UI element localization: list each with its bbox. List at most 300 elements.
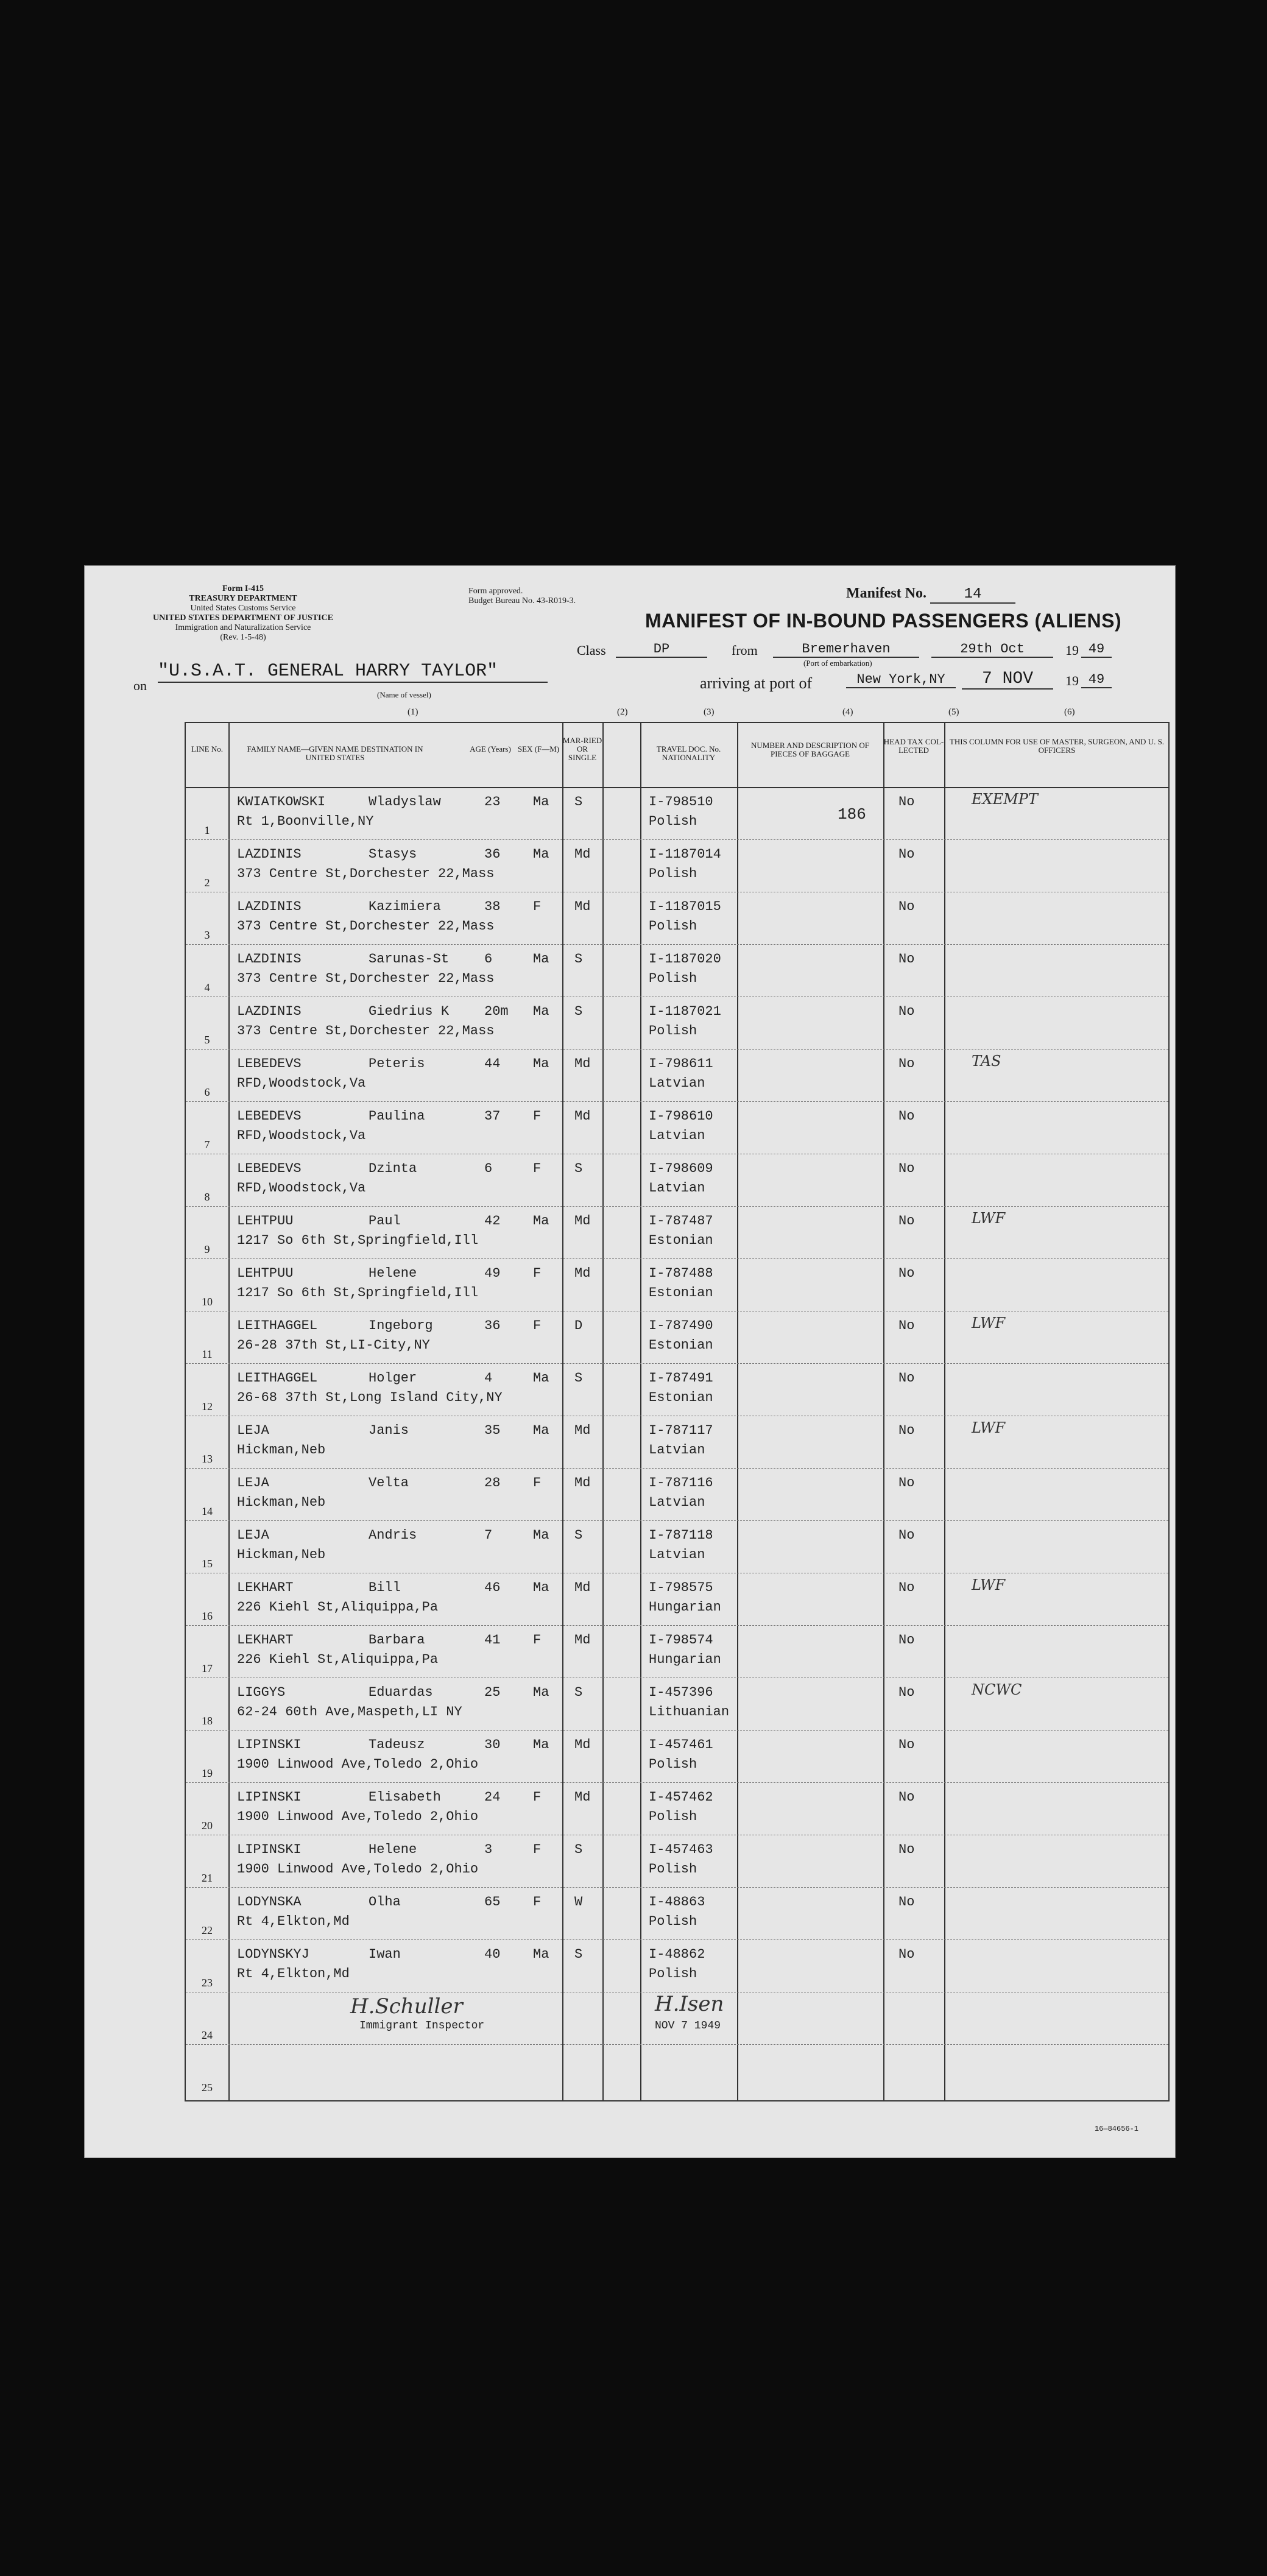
sex: Ma: [533, 1423, 549, 1438]
page-title: MANIFEST OF IN-BOUND PASSENGERS (ALIENS): [645, 610, 1122, 632]
nationality: Polish: [649, 919, 697, 934]
table-row: [186, 997, 1168, 1050]
travel-doc-no: I-48863: [649, 1894, 705, 1910]
sex: Ma: [533, 1213, 549, 1229]
given-name: Velta: [369, 1475, 409, 1491]
family-name: LEHTPUU: [237, 1213, 294, 1229]
age: 42: [484, 1213, 501, 1229]
line-number: 1: [204, 824, 210, 836]
age: 7: [484, 1528, 493, 1543]
sex: F: [533, 1109, 542, 1124]
head-tax: No: [898, 1580, 915, 1595]
destination-address: 226 Kiehl St,Aliquippa,Pa: [237, 1600, 439, 1615]
travel-doc-no: I-798574: [649, 1632, 713, 1648]
form-header-left: [133, 584, 353, 643]
age: 30: [484, 1737, 501, 1752]
head-tax: No: [898, 951, 915, 967]
th-baggage: NUMBER AND DESCRIPTION OF PIECES OF BAGGAGE: [751, 741, 869, 758]
travel-doc-no: I-787490: [649, 1318, 713, 1333]
nationality: Latvian: [649, 1442, 705, 1458]
family-name: LIGGYS: [237, 1685, 286, 1700]
class-value: DP: [616, 641, 707, 658]
line-number: 8: [204, 1191, 210, 1203]
inspection-date: NOV 7 1949: [655, 2020, 721, 2032]
justice-dept: UNITED STATES DEPARTMENT OF JUSTICE: [153, 613, 333, 623]
age: 4: [484, 1371, 493, 1386]
table-row: [186, 1206, 1168, 1259]
arriving-label: arriving at port of: [700, 674, 813, 692]
line-number: 6: [204, 1086, 210, 1098]
head-tax: No: [898, 1318, 915, 1333]
line-number: 16: [202, 1610, 213, 1622]
line-number: 12: [202, 1400, 213, 1413]
family-name: LEKHART: [237, 1580, 294, 1595]
form-number: Form I-415: [222, 584, 264, 593]
sex: F: [533, 1318, 542, 1333]
marital-status: Md: [574, 1109, 591, 1124]
line-number: 20: [202, 1819, 213, 1832]
age: 38: [484, 899, 501, 914]
th-line-no: LINE No.: [191, 744, 223, 753]
head-tax: No: [898, 1056, 915, 1071]
head-tax: No: [898, 1475, 915, 1491]
arrival-port: New York,NY: [846, 672, 956, 688]
customs-service: United States Customs Service: [190, 604, 296, 613]
head-tax: No: [898, 1423, 915, 1438]
marital-status: Md: [574, 1056, 591, 1071]
line-number: 23: [202, 1977, 213, 1989]
inspection-initials: H.Isen: [655, 1992, 724, 2016]
given-name: Ingeborg: [369, 1318, 433, 1333]
given-name: Wladyslaw: [369, 794, 441, 810]
table-row: [186, 839, 1168, 892]
travel-doc-no: I-798611: [649, 1056, 713, 1071]
head-tax: No: [898, 1894, 915, 1910]
th-travel: TRAVEL DOC. No. NATIONALITY: [656, 744, 721, 762]
departure-date: 29th Oct: [931, 641, 1053, 658]
family-name: LAZDINIS: [237, 951, 302, 967]
nationality: Hungarian: [649, 1652, 721, 1667]
officer-note: NCWC: [972, 1681, 1022, 1698]
sex: F: [533, 1266, 542, 1281]
travel-doc-no: I-787491: [649, 1371, 713, 1386]
family-name: KWIATKOWSKI: [237, 794, 326, 810]
head-tax: No: [898, 1685, 915, 1700]
sex: Ma: [533, 794, 549, 810]
manifest-number: [846, 585, 1015, 604]
baggage-count: 186: [838, 805, 866, 824]
arrival-date: 7 NOV: [962, 669, 1053, 690]
age: 3: [484, 1842, 493, 1857]
line-number: 9: [204, 1243, 210, 1255]
table-row: [186, 1520, 1168, 1573]
travel-doc-no: I-457463: [649, 1842, 713, 1857]
destination-address: 373 Centre St,Dorchester 22,Mass: [237, 1023, 495, 1039]
colnum-1: (1): [408, 707, 418, 717]
nationality: Estonian: [649, 1233, 713, 1248]
marital-status: S: [574, 1371, 583, 1386]
table-row: [186, 1835, 1168, 1888]
marital-status: Md: [574, 1266, 591, 1281]
colnum-2: (2): [617, 707, 628, 717]
nationality: Polish: [649, 866, 697, 881]
line-number: 24: [202, 2029, 213, 2041]
colnum-3: (3): [704, 707, 715, 717]
head-tax: No: [898, 1842, 915, 1857]
travel-doc-no: I-787116: [649, 1475, 713, 1491]
table-row: [186, 892, 1168, 945]
age: 6: [484, 1161, 493, 1176]
age: 36: [484, 1318, 501, 1333]
port-caption: (Port of embarkation): [803, 658, 872, 668]
family-name: LEITHAGGEL: [237, 1318, 318, 1333]
family-name: LODYNSKA: [237, 1894, 302, 1910]
destination-address: Hickman,Neb: [237, 1547, 326, 1562]
line-number: 5: [204, 1034, 210, 1046]
travel-doc-no: I-1187020: [649, 951, 721, 967]
th-officers: THIS COLUMN FOR USE OF MASTER, SURGEON, AND U. S. OFFICERS: [949, 737, 1165, 755]
line-number: 11: [202, 1348, 213, 1360]
th-married: MAR-RIED OR SINGLE: [562, 736, 602, 762]
from-label: from: [732, 643, 758, 658]
marital-status: W: [574, 1894, 583, 1910]
age: 28: [484, 1475, 501, 1491]
table-row: [186, 1468, 1168, 1521]
table-row: [186, 1782, 1168, 1835]
colnum-5: (5): [948, 707, 959, 717]
travel-doc-no: I-798575: [649, 1580, 713, 1595]
table-row: [186, 1363, 1168, 1416]
marital-status: Md: [574, 899, 591, 914]
line-number: 21: [202, 1872, 213, 1884]
given-name: Sarunas-St: [369, 951, 450, 967]
nationality: Latvian: [649, 1180, 705, 1196]
sex: F: [533, 1632, 542, 1648]
marital-status: Md: [574, 1475, 591, 1491]
passenger-table: [185, 722, 1170, 2101]
destination-address: Rt 4,Elkton,Md: [237, 1966, 350, 1981]
manifest-sheet: [84, 565, 1176, 2158]
marital-status: S: [574, 1004, 583, 1019]
given-name: Helene: [369, 1266, 417, 1281]
given-name: Stasys: [369, 847, 417, 862]
nationality: Latvian: [649, 1547, 705, 1562]
sex: Ma: [533, 1004, 549, 1019]
age: 44: [484, 1056, 501, 1071]
table-row: [186, 1939, 1168, 1992]
dep-year: 49: [1081, 641, 1112, 658]
given-name: Janis: [369, 1423, 409, 1438]
marital-status: Md: [574, 847, 591, 862]
family-name: LIPINSKI: [237, 1737, 302, 1752]
line-number: 10: [202, 1296, 213, 1308]
travel-doc-no: I-457461: [649, 1737, 713, 1752]
nationality: Polish: [649, 1914, 697, 1929]
marital-status: S: [574, 794, 583, 810]
table-row: [186, 1416, 1168, 1469]
head-tax: No: [898, 1371, 915, 1386]
nationality: Polish: [649, 814, 697, 829]
vessel-name: "U.S.A.T. GENERAL HARRY TAYLOR": [158, 661, 548, 683]
table-row: [186, 787, 1168, 840]
nationality: Estonian: [649, 1285, 713, 1300]
line-number: 19: [202, 1767, 213, 1779]
nationality: Estonian: [649, 1338, 713, 1353]
sex: Ma: [533, 951, 549, 967]
line-number: 7: [204, 1138, 210, 1151]
given-name: Paulina: [369, 1109, 425, 1124]
family-name: LEBEDEVS: [237, 1056, 302, 1071]
family-name: LEBEDEVS: [237, 1109, 302, 1124]
head-tax: No: [898, 1947, 915, 1962]
marital-status: Md: [574, 1580, 591, 1595]
given-name: Dzinta: [369, 1161, 417, 1176]
given-name: Holger: [369, 1371, 417, 1386]
destination-address: Hickman,Neb: [237, 1442, 326, 1458]
family-name: LODYNSKYJ: [237, 1947, 309, 1962]
officer-note: LWF: [972, 1314, 1006, 1332]
head-tax: No: [898, 1790, 915, 1805]
column-numbers: [85, 707, 1175, 722]
sex: F: [533, 1842, 542, 1857]
travel-doc-no: I-787488: [649, 1266, 713, 1281]
officer-note: LWF: [972, 1419, 1006, 1436]
voyage-line-1: [85, 639, 1175, 668]
travel-doc-no: I-787118: [649, 1528, 713, 1543]
marital-status: D: [574, 1318, 583, 1333]
line-number: 22: [202, 1924, 213, 1936]
dep-year-prefix: 19: [1065, 643, 1079, 658]
class-label: Class: [577, 643, 606, 658]
family-name: LIPINSKI: [237, 1842, 302, 1857]
nationality: Hungarian: [649, 1600, 721, 1615]
family-name: LEHTPUU: [237, 1266, 294, 1281]
destination-address: 373 Centre St,Dorchester 22,Mass: [237, 971, 495, 986]
age: 37: [484, 1109, 501, 1124]
marital-status: Md: [574, 1213, 591, 1229]
travel-doc-no: I-1187021: [649, 1004, 721, 1019]
head-tax: No: [898, 1004, 915, 1019]
travel-doc-no: I-787487: [649, 1213, 713, 1229]
age: 24: [484, 1790, 501, 1805]
table-row: [186, 1101, 1168, 1154]
given-name: Kazimiera: [369, 899, 441, 914]
nationality: Polish: [649, 1023, 697, 1039]
given-name: Giedrius K: [369, 1004, 450, 1019]
age: 23: [484, 794, 501, 810]
head-tax: No: [898, 1737, 915, 1752]
marital-status: Md: [574, 1790, 591, 1805]
nationality: Polish: [649, 1861, 697, 1877]
nationality: Polish: [649, 1809, 697, 1824]
officer-note: TAS: [972, 1053, 1001, 1070]
family-name: LEITHAGGEL: [237, 1371, 318, 1386]
travel-doc-no: I-798510: [649, 794, 713, 810]
given-name: Tadeusz: [369, 1737, 425, 1752]
age: 20m: [484, 1004, 509, 1019]
marital-status: Md: [574, 1632, 591, 1648]
family-name: LIPINSKI: [237, 1790, 302, 1805]
destination-address: 62-24 60th Ave,Maspeth,LI NY: [237, 1704, 462, 1720]
line-number: 14: [202, 1505, 213, 1517]
family-name: LEJA: [237, 1423, 269, 1438]
table-row: [186, 1258, 1168, 1311]
table-row: [186, 944, 1168, 997]
line-number: 15: [202, 1558, 213, 1570]
table-row: [186, 1311, 1168, 1364]
sex: F: [533, 1475, 542, 1491]
th-sex: SEX (F—M): [517, 744, 560, 753]
travel-doc-no: I-457462: [649, 1790, 713, 1805]
marital-status: S: [574, 1947, 583, 1962]
age: 46: [484, 1580, 501, 1595]
destination-address: 26-28 37th St,LI-City,NY: [237, 1338, 430, 1353]
table-row: [186, 2044, 1168, 2097]
family-name: LAZDINIS: [237, 899, 302, 914]
arr-year: 49: [1081, 672, 1112, 688]
colnum-6: (6): [1064, 707, 1075, 717]
family-name: LEJA: [237, 1475, 269, 1491]
head-tax: No: [898, 1109, 915, 1124]
sex: Ma: [533, 1528, 549, 1543]
given-name: Elisabeth: [369, 1790, 441, 1805]
nationality: Latvian: [649, 1076, 705, 1091]
family-name: LAZDINIS: [237, 1004, 302, 1019]
inspector-signature: H.Schuller: [350, 1994, 463, 2019]
officer-note: EXEMPT: [972, 791, 1038, 808]
sex: F: [533, 1161, 542, 1176]
sex: Ma: [533, 1371, 549, 1386]
destination-address: 1900 Linwood Ave,Toledo 2,Ohio: [237, 1861, 479, 1877]
line-number: 25: [202, 2081, 213, 2094]
immigration-service: Immigration and Naturalization Service: [175, 623, 311, 632]
nationality: Polish: [649, 971, 697, 986]
nationality: Latvian: [649, 1128, 705, 1143]
sex: F: [533, 899, 542, 914]
age: 65: [484, 1894, 501, 1910]
age: 49: [484, 1266, 501, 1281]
travel-doc-no: I-798610: [649, 1109, 713, 1124]
destination-address: 1217 So 6th St,Springfield,Ill: [237, 1285, 479, 1300]
sex: Ma: [533, 847, 549, 862]
th-headtax: HEAD TAX COL-LECTED: [883, 737, 944, 755]
marital-status: S: [574, 1161, 583, 1176]
destination-address: 373 Centre St,Dorchester 22,Mass: [237, 919, 495, 934]
table-header: [186, 723, 1168, 788]
head-tax: No: [898, 794, 915, 810]
line-number: 2: [204, 877, 210, 889]
form-approval: [468, 587, 688, 606]
revision: (Rev. 1-5-48): [220, 633, 266, 642]
colnum-4: (4): [842, 707, 853, 717]
line-number: 4: [204, 981, 210, 993]
th-age: AGE (Years): [470, 744, 511, 753]
destination-address: Rt 1,Boonville,NY: [237, 814, 374, 829]
age: 35: [484, 1423, 501, 1438]
given-name: Helene: [369, 1842, 417, 1857]
head-tax: No: [898, 1632, 915, 1648]
destination-address: Rt 4,Elkton,Md: [237, 1914, 350, 1929]
treasury-dept: TREASURY DEPARTMENT: [189, 594, 297, 603]
line-number: 18: [202, 1715, 213, 1727]
th-name: FAMILY NAME—GIVEN NAME DESTINATION IN UNITED STATES: [247, 744, 423, 762]
head-tax: No: [898, 1528, 915, 1543]
embark-port: Bremerhaven: [773, 641, 919, 658]
destination-address: 226 Kiehl St,Aliquippa,Pa: [237, 1652, 439, 1667]
nationality: Polish: [649, 1757, 697, 1772]
on-label: on: [133, 678, 147, 693]
line-number: 13: [202, 1453, 213, 1465]
travel-doc-no: I-798609: [649, 1161, 713, 1176]
nationality: Estonian: [649, 1390, 713, 1405]
vessel-caption: (Name of vessel): [377, 690, 431, 699]
table-row: [186, 1049, 1168, 1102]
form-print-code: 16—84656-1: [1094, 2125, 1138, 2133]
budget-bureau: Budget Bureau No. 43-R019-3.: [468, 596, 576, 605]
destination-address: 1900 Linwood Ave,Toledo 2,Ohio: [237, 1809, 479, 1824]
family-name: LEKHART: [237, 1632, 294, 1648]
family-name: LEJA: [237, 1528, 269, 1543]
travel-doc-no: I-48862: [649, 1947, 705, 1962]
sex: Ma: [533, 1947, 549, 1962]
table-row: [186, 1625, 1168, 1678]
nationality: Polish: [649, 1966, 697, 1981]
table-row: [186, 1887, 1168, 1940]
table-row: [186, 1992, 1168, 2045]
age: 25: [484, 1685, 501, 1700]
line-number: 17: [202, 1662, 213, 1674]
travel-doc-no: I-1187014: [649, 847, 721, 862]
sex: Ma: [533, 1056, 549, 1071]
destination-address: RFD,Woodstock,Va: [237, 1076, 366, 1091]
sex: Ma: [533, 1737, 549, 1752]
inspector-label: Immigrant Inspector: [359, 2020, 485, 2032]
age: 6: [484, 951, 493, 967]
destination-address: 1900 Linwood Ave,Toledo 2,Ohio: [237, 1757, 479, 1772]
given-name: Peteris: [369, 1056, 425, 1071]
nationality: Latvian: [649, 1495, 705, 1510]
arr-year-prefix: 19: [1065, 673, 1079, 688]
given-name: Andris: [369, 1528, 417, 1543]
marital-status: S: [574, 1528, 583, 1543]
destination-address: 373 Centre St,Dorchester 22,Mass: [237, 866, 495, 881]
officer-note: LWF: [972, 1210, 1006, 1227]
table-row: [186, 1730, 1168, 1783]
given-name: Paul: [369, 1213, 401, 1229]
destination-address: RFD,Woodstock,Va: [237, 1180, 366, 1196]
head-tax: No: [898, 1213, 915, 1229]
sex: Ma: [533, 1580, 549, 1595]
approved-text: Form approved.: [468, 587, 523, 596]
travel-doc-no: I-457396: [649, 1685, 713, 1700]
destination-address: RFD,Woodstock,Va: [237, 1128, 366, 1143]
head-tax: No: [898, 1161, 915, 1176]
head-tax: No: [898, 847, 915, 862]
age: 40: [484, 1947, 501, 1962]
marital-status: Md: [574, 1737, 591, 1752]
head-tax: No: [898, 1266, 915, 1281]
table-row: [186, 1154, 1168, 1207]
family-name: LAZDINIS: [237, 847, 302, 862]
sex: Ma: [533, 1685, 549, 1700]
officer-note: LWF: [972, 1576, 1006, 1593]
family-name: LEBEDEVS: [237, 1161, 302, 1176]
nationality: Lithuanian: [649, 1704, 730, 1720]
marital-status: S: [574, 1842, 583, 1857]
table-row: [186, 1678, 1168, 1731]
marital-status: S: [574, 1685, 583, 1700]
age: 41: [484, 1632, 501, 1648]
